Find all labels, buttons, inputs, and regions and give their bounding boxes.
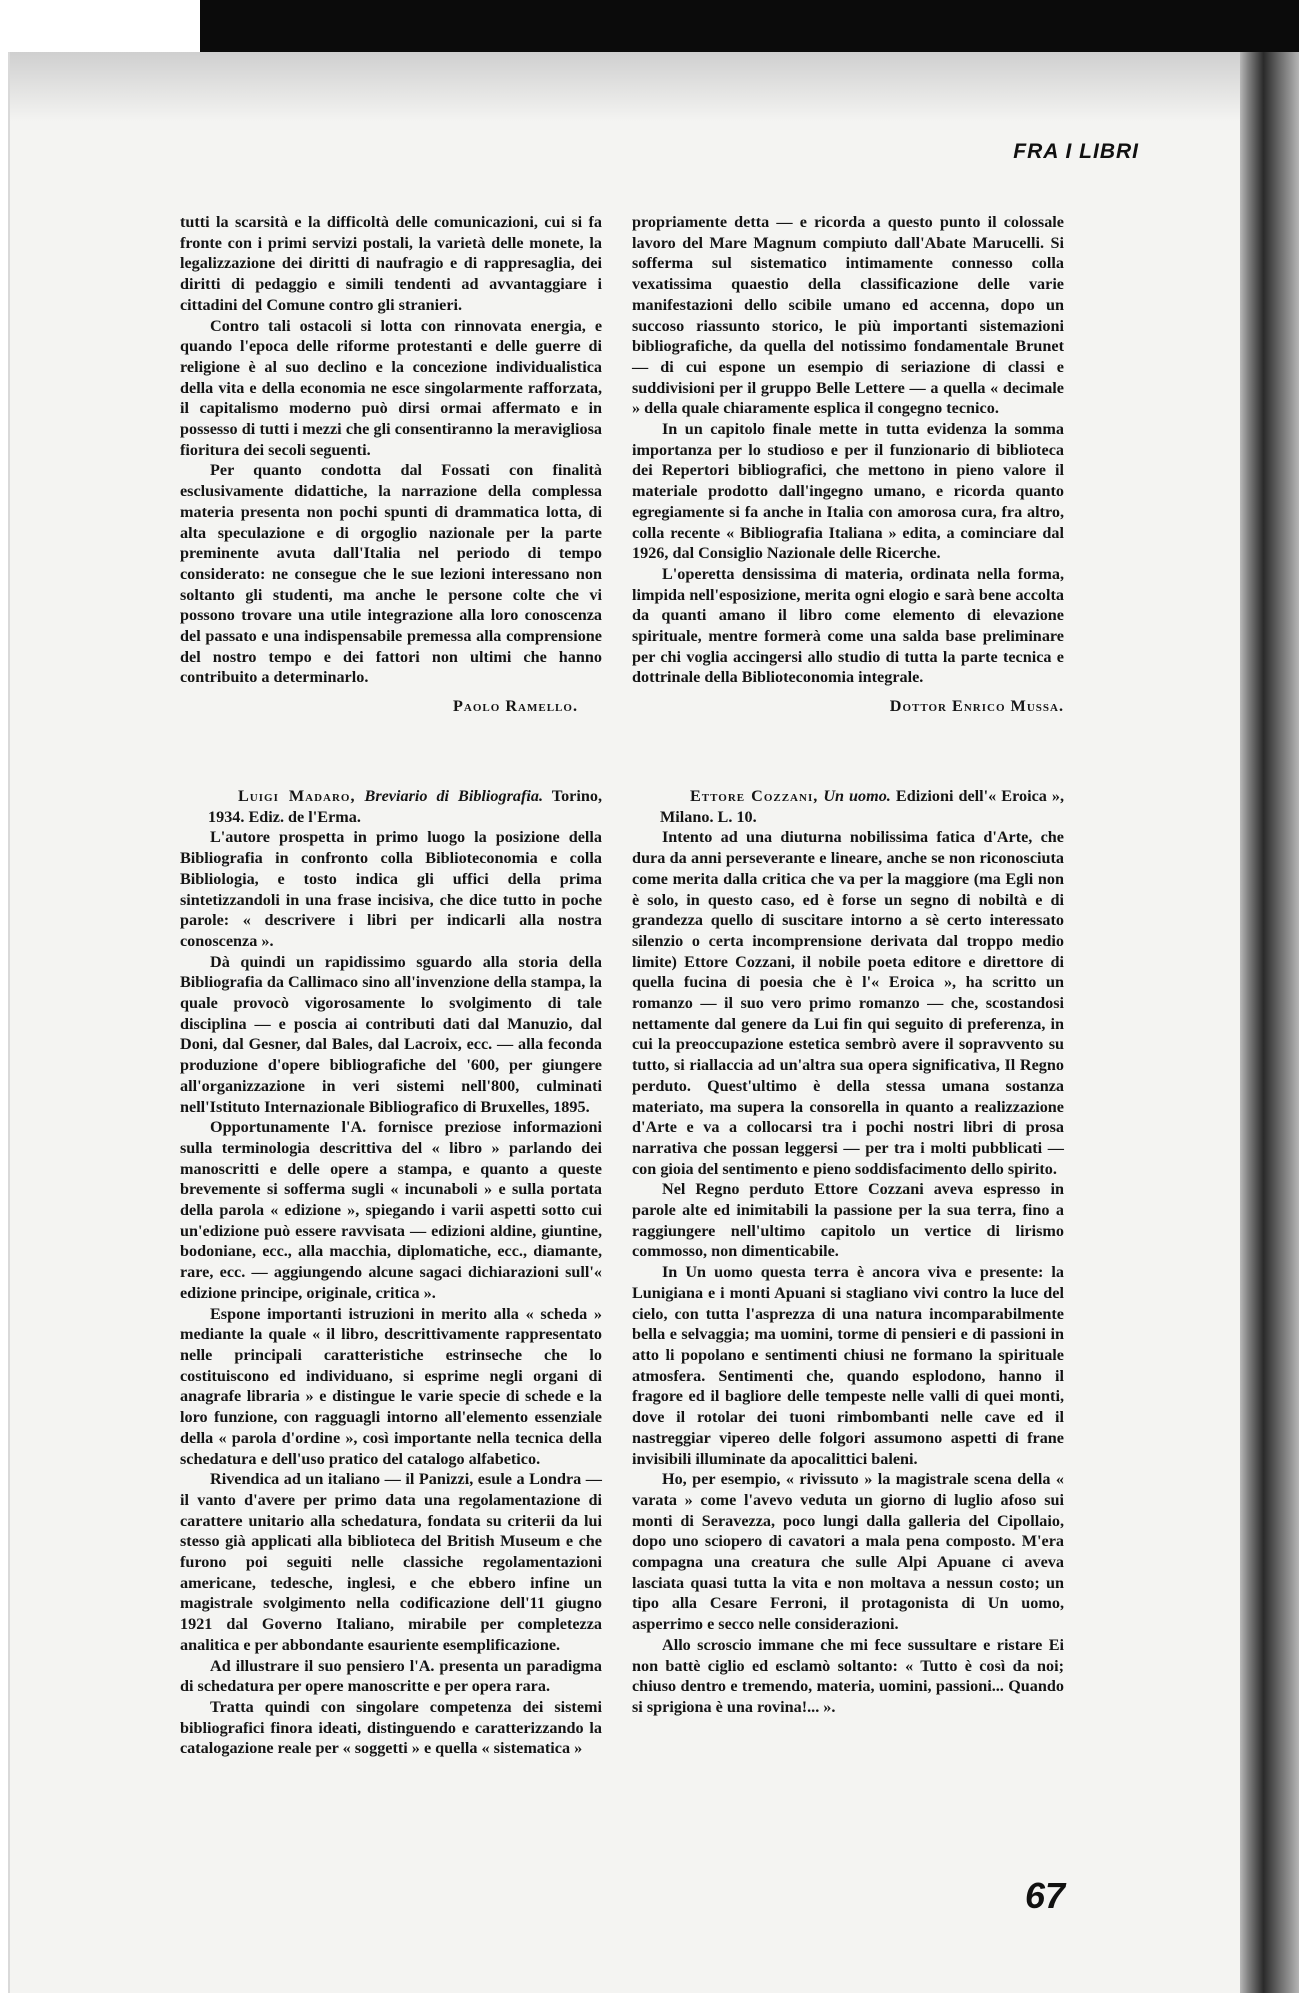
paragraph: Rivendica ad un italiano — il Panizzi, esule a Londra — il vanto d'avere per primo data una regolamentazione di carattere unitario alla schedatura, fondata su criterii da lui stesso già applicati alla biblioteca del British Museum e che furono poi seguiti nelle classiche regolamentazioni americane, tedesche, inglesi, e che ebbero infine un magistrale svolgimento nella codificazione dell'11 giugno 1921 dal Governo Italiano, mirabile per completezza analitica e per abbondante esauriente esemplificazione. — [180, 1470, 602, 1654]
paragraph: In un capitolo finale mette in tutta evidenza la somma importanza per lo studioso e per il funzionario di biblioteca dei Repertori bibliografici, che mettono in pieno valore il materiale prodotto dall'ingegno umano, e ricorda quanto egregiamente si fa anche in Italia con amorosa cura, fra altro, colla recente « Bibliografia Italiana » edita, a cominciare dal 1926, dal Consiglio Nazionale delle Ricerche. — [632, 420, 1064, 563]
review-author: Ettore Cozzani, — [690, 787, 819, 805]
paragraph: L'autore prospetta in primo luogo la posizione della Bibliografia in confronto colla Biblioteconomia e colla Bibliologia, e tosto indica gli uffici della prima sintetizzandoli in una frase incisiva, che dice tutto in poche parole: « descrivere i libri per indicarli alla nostra conoscenza ». — [180, 828, 602, 950]
top-right-column — [632, 212, 1064, 717]
review-author: Luigi Madaro, — [238, 787, 356, 805]
review-signature: Paolo Ramello. — [453, 697, 578, 716]
review-imprint: Edizioni dell'« Eroica », Milano. L. 10. — [660, 787, 1065, 826]
bottom-right-column — [632, 786, 1064, 1718]
scan-top-border — [0, 0, 1299, 60]
paragraph: Per quanto condotta dal Fossati con finalità esclusivamente didattiche, la narrazione della complessa materia presenta non pochi spunti di drammatica lotta, di alta speculazione e di orgoglio nazionale per la parte preminente avuta dall'Italia nel periodo di tempo considerato: ne consegue che le sue lezioni interessano non soltanto gli studenti, ma anche le persone colte che vi possono trovare una utile integrazione alla loro conoscenza del passato e una indispensabile premessa alla comprensione del nostro tempo e dei fattori non ultimi che hanno contribuito a determinarlo. — [180, 461, 602, 687]
running-head: FRA I LIBRI — [1013, 140, 1139, 163]
paragraph: tutti la scarsità e la difficoltà delle comunicazioni, cui si fa fronte con i primi servizi postali, la varietà delle monete, la legalizzazione dei diritti di naufragio e di rappresaglia, dei diritti di pedaggio e simili tendenti ad avvantaggiare i cittadini del Comune contro gli stranieri. — [180, 213, 602, 314]
paragraph: Intento ad una diuturna nobilissima fatica d'Arte, che dura da anni perseverante e lineare, anche se non riconosciuta come merita dalla critica che va per la maggiore (ma Egli non è solo, in questo caso, ed è forse un segno di nobiltà e di grandezza quello di suscitare intorno a sè certo interessato silenzio o certa incomprensione derivata dal troppo medio limite) Ettore Cozzani, il nobile poeta editore e direttore di quella fucina di poesia che è l'« Eroica », ha scritto un romanzo — il suo vero primo romanzo — che, scostandosi nettamente dal genere da Lui fin qui seguito di preferenza, in cui la preoccupazione estetica sembrò avere il sopravvento su tutto, si riallaccia ad un'altra sua opera significativa, Il Regno perduto. Quest'ultimo è della stessa umana sostanza materiato, ma supera la consorella in quanto a realizzazione d'Arte e va a collocarsi tra i pochi nostri libri di prosa narrativa che possan leggersi — per tra i molti pubblicati — con gioia del sentimento e pieno soddisfacimento dello spirito. — [632, 828, 1064, 1178]
paragraph: Contro tali ostacoli si lotta con rinnovata energia, e quando l'epoca delle riforme protestanti e delle guerre di religione è al suo declino e la concezione individualistica della vita e della economia ne esce singolarmente rafforzata, il capitalismo moderno può dirsi ormai affermato e in possesso di tutti i mezzi che gli consentiranno la meravigliosa fioritura dei secoli seguenti. — [180, 316, 602, 459]
paragraph: L'operetta densissima di materia, ordinata nella forma, limpida nell'esposizione, merita ogni elogio e sarà bene accolta da quanti amano il libro come elemento di elevazione spirituale, mentre formerà come una salda base preliminare per chi voglia accingersi allo studio di tutta la parte tecnica e dottrinale della Biblioteconomia integrale. — [632, 564, 1064, 687]
review-signature: Dottor Enrico Mussa. — [889, 697, 1064, 716]
paragraph: Ad illustrare il suo pensiero l'A. presenta un paradigma di schedatura per opere manoscritte e per opera rara. — [180, 1656, 602, 1696]
paragraph: Opportunamente l'A. fornisce preziose informazioni sulla terminologia descrittiva del « libro » parlando dei manoscritti e delle opere a stampa, e quanto a queste brevemente si sofferma sugli « incunaboli » e sulla portata della parola « edizione », spiegando i varii aspetti sotto cui un'edizione può essere ravvisata — edizioni aldine, giuntine, bodoniane, ecc., alla macchia, diplomatiche, ecc., diamante, rare, ecc. — aggiungendo alcune sagaci dichiarazioni sull'« edizione principe, originale, critica ». — [180, 1118, 602, 1302]
bottom-left-column — [180, 786, 602, 1759]
paragraph: Nel Regno perduto Ettore Cozzani aveva espresso in parole alte ed inimitabili la passione per la sua terra, fino a raggiungere nell'ultimo capitolo un vertice di lirismo commosso, non dimenticabile. — [632, 1180, 1064, 1261]
page-number: 67 — [1025, 1875, 1066, 1916]
paragraph: Tratta quindi con singolare competenza dei sistemi bibliografici finora ideati, distinguendo e caratterizzando la catalogazione reale per « soggetti » e quella « sistematica » — [180, 1697, 602, 1758]
review-imprint: Torino, 1934. Ediz. de l'Erma. — [208, 787, 602, 826]
review-title: Un uomo. — [823, 787, 891, 805]
paragraph: In Un uomo questa terra è ancora viva e presente: la Lunigiana e i monti Apuani si stagliano vivi contro la luce del cielo, con tutta l'asprezza di una natura incomparabilmente bella e selvaggia; ma uomini, torme di pensieri e di passioni in atto li popolano e sentimenti chiusi ne formano la spirituale atmosfera. Sentimenti che, quando esplodono, hanno il fragore ed il bagliore delle tempeste nelle valli di quei monti, dove il rotolar dei tuoni rimbombanti nelle cave ed il nastreggiar vipereo delle folgori assumono aspetti di frane invisibili illuminate da apocalittici baleni. — [632, 1263, 1064, 1468]
paragraph: propriamente detta — e ricorda a questo punto il colossale lavoro del Mare Magnum compiuto dall'Abate Marucelli. Si sofferma sul sistematico intimamente connesso colla vexatissima quaestio della classificazione delle varie manifestazioni dello scibile umano ed accenna, dopo un succoso riassunto storico, le più importanti sistemazioni bibliografiche, da quella del notissimo fondamentale Brunet — di cui espone un esempio di seriazione di classi e suddivisioni per il gruppo Belle Lettere — a quella « decimale » della quale chiaramente esplica il congegno tecnico. — [632, 213, 1064, 418]
paragraph: Allo scroscio immane che mi fece sussultare e ristare Ei non battè ciglio ed esclamò soltanto: « Tutto è così da noi; chiuso dentro e tremendo, materia, uomini, passioni... Quando si sprigiona è una rovina!... ». — [632, 1635, 1064, 1716]
top-left-column — [180, 212, 602, 717]
review-heading — [632, 786, 1064, 827]
scan-black-edge — [200, 0, 1299, 60]
review-title: Breviario di Bibliografia. — [364, 787, 544, 805]
paragraph: Dà quindi un rapidissimo sguardo alla storia della Bibliografia da Callimaco sino all'invenzione della stampa, la quale provocò vigorosamente lo svolgimento di tale disciplina — e poscia ai contributi dati dal Manuzio, dal Doni, dal Gesner, dal Bales, dal Lacroix, ecc. — alla feconda produzione d'opere bibliografiche del '600, per giungere all'organizzazione in veri sistemi nell'800, culminati nell'Istituto Internazionale Bibliografico di Bruxelles, 1895. — [180, 952, 602, 1116]
paragraph: Ho, per esempio, « rivissuto » la magistrale scena della « varata » come l'avevo veduta un giorno di luglio afoso sui monti di Seravezza, poco lungi dalla galleria del Cipollaio, dopo uno sciopero di cavatori a mala pena composto. M'era compagna una creatura che sulle Alpi Apuane ci aveva lasciata quasi tutta la vita e non moltava a nessun costo; un tipo alla Cesare Ferroni, il protagonista di Un uomo, asperrimo e secco nelle considerazioni. — [632, 1470, 1064, 1634]
review-heading — [180, 786, 602, 827]
paragraph: Espone importanti istruzioni in merito alla « scheda » mediante la quale « il libro, descrittivamente rappresentato nelle principali caratteristiche estrinseche che lo costituiscono ed individuano, si esprime negli organi di anagrafe libraria » e distingue le varie specie di schede e la loro funzione, con ragguagli intorno all'elemento essenziale della « parola d'ordine », così importante nella tecnica della schedatura e dell'uso pratico del catalogo alfabetico. — [180, 1304, 602, 1468]
page-binding-edge — [1240, 52, 1299, 1993]
